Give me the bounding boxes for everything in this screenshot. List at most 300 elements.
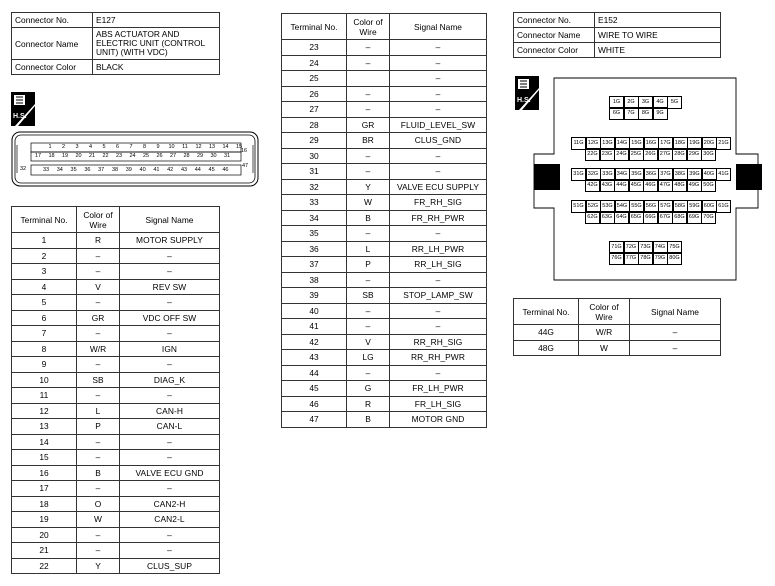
- terminal-no-cell: 5: [12, 295, 77, 311]
- connector-name-value: WIRE TO WIRE: [595, 28, 721, 43]
- connector-pin-label: 30: [210, 153, 217, 159]
- connector-pin-label: 3: [75, 144, 79, 150]
- connector-pin-label: 5G: [667, 96, 682, 109]
- terminal-no-cell: 43: [282, 350, 347, 366]
- signal-name-cell: –: [390, 303, 487, 319]
- signal-name-cell: MOTOR GND: [390, 412, 487, 428]
- wire-color-cell: –: [77, 326, 120, 342]
- table-row: [282, 257, 487, 273]
- hs-label: H.S.: [517, 97, 531, 104]
- signal-name-cell: CAN-L: [120, 419, 220, 435]
- connector-pin-label: 61G: [716, 200, 731, 213]
- table-row: [12, 512, 220, 528]
- connector-pin-label: 22G: [585, 148, 600, 161]
- wire-color-cell: –: [347, 164, 390, 180]
- wire-color-cell: –: [77, 357, 120, 373]
- label-connector-color: Connector Color: [12, 60, 93, 75]
- connector-pin-label: 5: [102, 144, 106, 150]
- connector-pin-label: 1: [48, 144, 52, 150]
- table-row: [282, 117, 487, 133]
- wire-color-cell: –: [347, 272, 390, 288]
- label-connector-name: Connector Name: [12, 28, 93, 60]
- connector-pin-label: 11G: [571, 137, 586, 150]
- connector-pin-label: 18G: [673, 137, 688, 150]
- connector-pin-label: 48G: [672, 179, 687, 192]
- connector-pin-label: 34G: [615, 168, 630, 181]
- terminal-no-cell: 15: [12, 450, 77, 466]
- terminal-no-cell: 3: [12, 264, 77, 280]
- wire-color-cell: O: [77, 496, 120, 512]
- wire-color-cell: V: [77, 279, 120, 295]
- terminal-no-cell: 46: [282, 396, 347, 412]
- table-row: [12, 233, 220, 249]
- connector-pin-label: 45G: [629, 179, 644, 192]
- table-row: [12, 496, 220, 512]
- terminal-no-cell: 30: [282, 148, 347, 164]
- connector-pin-label: 13: [208, 144, 216, 150]
- signal-name-cell: CAN2-H: [120, 496, 220, 512]
- connector-pin-label: 14: [222, 144, 229, 150]
- connector-pin-label: 15: [235, 144, 243, 150]
- signal-name-cell: CAN-H: [120, 403, 220, 419]
- wire-color-cell: –: [347, 40, 390, 56]
- connector-no-value: E152: [595, 13, 721, 28]
- table-row: [12, 295, 220, 311]
- terminal-no-cell: 33: [282, 195, 347, 211]
- connector-pin-label: 4G: [653, 96, 668, 109]
- wire-color-cell: R: [77, 233, 120, 249]
- connector-pin-label: 18: [48, 153, 55, 159]
- label-connector-color: Connector Color: [514, 43, 595, 58]
- connector-pin-label: 29: [196, 153, 204, 159]
- terminal-no-cell: 2: [12, 248, 77, 264]
- signal-name-cell: RR_RH_PWR: [390, 350, 487, 366]
- terminal-no-cell: 14: [12, 434, 77, 450]
- connector-pin-label: 45: [208, 167, 215, 173]
- signal-name-cell: –: [120, 357, 220, 373]
- wire-color-cell: –: [347, 148, 390, 164]
- connector-pin-label: 73G: [638, 241, 653, 254]
- connector-pin-label: 76G: [609, 252, 624, 265]
- table-row: [282, 241, 487, 257]
- header-terminal-no: Terminal No.: [12, 207, 77, 233]
- connector-pin-label: 27: [169, 153, 177, 159]
- connector-pin-label: 34: [56, 167, 63, 173]
- signal-name-cell: –: [120, 248, 220, 264]
- connector-pin-label: 1G: [609, 96, 624, 109]
- table-row: [282, 365, 487, 381]
- wire-color-cell: –: [77, 543, 120, 559]
- signal-name-cell: –: [120, 481, 220, 497]
- connector-pin-label: 40G: [702, 168, 717, 181]
- terminal-no-cell: 31: [282, 164, 347, 180]
- wire-color-cell: P: [77, 419, 120, 435]
- wire-color-cell: P: [347, 257, 390, 273]
- table-row: [282, 148, 487, 164]
- wire-color-cell: –: [347, 303, 390, 319]
- connector-pin-label: 40: [139, 167, 146, 173]
- table-row: [514, 325, 721, 341]
- connector-pin-label: 8G: [638, 107, 653, 120]
- connector-pin-label: 24G: [614, 148, 629, 161]
- signal-name-cell: CAN2-L: [120, 512, 220, 528]
- wire-color-cell: [347, 71, 390, 87]
- wire-color-cell: –: [77, 248, 120, 264]
- table-row: [12, 357, 220, 373]
- terminal-no-cell: 40: [282, 303, 347, 319]
- connector-pin-label: 22: [102, 153, 109, 159]
- terminal-no-cell: 35: [282, 226, 347, 242]
- signal-name-cell: FLUID_LEVEL_SW: [390, 117, 487, 133]
- terminal-no-cell: 23: [282, 40, 347, 56]
- table-row: [514, 340, 721, 356]
- connector-pin-label: 19: [61, 153, 69, 159]
- connector-pin-label: 26G: [643, 148, 658, 161]
- signal-name-cell: STOP_LAMP_SW: [390, 288, 487, 304]
- connector-pin-label: 13G: [600, 137, 615, 150]
- signal-name-cell: VDC OFF SW: [120, 310, 220, 326]
- header-color-of-wire: Color of Wire: [579, 299, 630, 325]
- connector-pin-label: 78G: [638, 252, 653, 265]
- wire-color-cell: L: [77, 403, 120, 419]
- table-row: [12, 527, 220, 543]
- signal-name-cell: FR_LH_PWR: [390, 381, 487, 397]
- wire-color-cell: W/R: [77, 341, 120, 357]
- table-row: [12, 434, 220, 450]
- connector-pin-label: 16G: [644, 137, 659, 150]
- wire-color-cell: B: [347, 210, 390, 226]
- signal-name-cell: –: [390, 86, 487, 102]
- connector-pin-label: 74G: [653, 241, 668, 254]
- signal-name-cell: MOTOR SUPPLY: [120, 233, 220, 249]
- signal-name-cell: IGN: [120, 341, 220, 357]
- wire-color-cell: –: [77, 264, 120, 280]
- connector-pin-label: 35: [70, 167, 77, 173]
- terminal-no-cell: 13: [12, 419, 77, 435]
- connector-pin-label: 68G: [672, 211, 687, 224]
- connector-pin-label: 31: [223, 153, 231, 159]
- signal-name-cell: –: [120, 527, 220, 543]
- signal-name-cell: –: [120, 450, 220, 466]
- connector-pin-label: 44: [194, 167, 201, 173]
- connector-pin-label: 56G: [644, 200, 659, 213]
- terminal-no-cell: 12: [12, 403, 77, 419]
- table-row: [282, 396, 487, 412]
- table-row: [282, 350, 487, 366]
- table-row: [12, 543, 220, 559]
- signal-name-cell: REV SW: [120, 279, 220, 295]
- signal-name-cell: VALVE ECU GND: [120, 465, 220, 481]
- table-row: [12, 403, 220, 419]
- connector-pin-label: 27G: [658, 148, 673, 161]
- wire-color-cell: G: [347, 381, 390, 397]
- terminal-no-cell: 19: [12, 512, 77, 528]
- wire-color-cell: V: [347, 334, 390, 350]
- wire-color-cell: W: [347, 195, 390, 211]
- table-row: [282, 133, 487, 149]
- terminal-no-cell: 9: [12, 357, 77, 373]
- connector-pin-label: 28G: [672, 148, 687, 161]
- connector-pin-label: 17G: [658, 137, 673, 150]
- table-row: [282, 272, 487, 288]
- connector-pin-label: 54G: [615, 200, 630, 213]
- e127-terminal-table-left: [11, 206, 220, 574]
- terminal-no-cell: 17: [12, 481, 77, 497]
- wire-color-cell: –: [77, 388, 120, 404]
- connector-pin-label: 50G: [701, 179, 716, 192]
- table-row: [282, 334, 487, 350]
- connector-pin-label: 32: [19, 166, 27, 172]
- table-row: [12, 248, 220, 264]
- connector-pin-label: 12: [195, 144, 202, 150]
- connector-pin-label: 43G: [600, 179, 615, 192]
- connector-pin-label: 41: [153, 167, 160, 173]
- table-row: [282, 40, 487, 56]
- connector-pin-label: 21G: [716, 137, 731, 150]
- table-row: [12, 388, 220, 404]
- signal-name-cell: DIAG_K: [120, 372, 220, 388]
- connector-pin-label: 43: [180, 167, 188, 173]
- connector-pin-label: 53G: [600, 200, 615, 213]
- wire-color-cell: R: [347, 396, 390, 412]
- wire-color-cell: –: [347, 102, 390, 118]
- connector-pin-label: 35G: [629, 168, 644, 181]
- table-row: [12, 372, 220, 388]
- wire-color-cell: GR: [77, 310, 120, 326]
- signal-name-cell: –: [390, 164, 487, 180]
- wire-color-cell: Y: [77, 558, 120, 574]
- label-connector-no: Connector No.: [12, 13, 93, 28]
- connector-pin-label: 12G: [586, 137, 601, 150]
- terminal-no-cell: 21: [12, 543, 77, 559]
- connector-pin-label: 31G: [571, 168, 586, 181]
- connector-pin-label: 66G: [643, 211, 658, 224]
- connector-pin-label: 24: [129, 153, 136, 159]
- connector-pin-label: 6G: [609, 107, 624, 120]
- terminal-no-cell: 25: [282, 71, 347, 87]
- connector-pin-label: 17: [34, 153, 42, 159]
- terminal-no-cell: 16: [12, 465, 77, 481]
- terminal-no-cell: 1: [12, 233, 77, 249]
- terminal-no-cell: 8: [12, 341, 77, 357]
- table-row: [282, 55, 487, 71]
- connector-pin-label: 7G: [624, 107, 639, 120]
- table-row: [282, 195, 487, 211]
- terminal-no-cell: 6: [12, 310, 77, 326]
- signal-name-cell: –: [120, 264, 220, 280]
- connector-pin-label: 8: [142, 144, 147, 150]
- connector-pin-label: 32G: [586, 168, 601, 181]
- connector-pin-label: 71G: [609, 241, 624, 254]
- signal-name-cell: –: [630, 325, 721, 341]
- table-row: [282, 226, 487, 242]
- table-row: [12, 558, 220, 574]
- connector-pin-label: 49G: [687, 179, 702, 192]
- connector-pin-label: 51G: [571, 200, 586, 213]
- table-row: [282, 210, 487, 226]
- connector-pin-label: 3G: [638, 96, 653, 109]
- connector-pin-label: 2: [61, 144, 66, 150]
- wire-color-cell: Y: [347, 179, 390, 195]
- signal-name-cell: CLUS_GND: [390, 133, 487, 149]
- connector-pin-label: 37G: [658, 168, 673, 181]
- connector-pin-label: 79G: [653, 252, 668, 265]
- e152-info-table: [513, 12, 721, 58]
- signal-name-cell: –: [630, 340, 721, 356]
- connector-pin-label: 52G: [586, 200, 601, 213]
- connector-pin-label: 33: [42, 167, 50, 173]
- table-row: [12, 341, 220, 357]
- wire-color-cell: LG: [347, 350, 390, 366]
- terminal-no-cell: 24: [282, 55, 347, 71]
- terminal-no-cell: 48G: [514, 340, 579, 356]
- connector-color-value: BLACK: [93, 60, 220, 75]
- table-row: [282, 86, 487, 102]
- table-row: [12, 264, 220, 280]
- header-signal-name: Signal Name: [120, 207, 220, 233]
- connector-name-value: ABS ACTUATOR AND ELECTRIC UNIT (CONTROL UNIT) (WITH VDC): [93, 28, 220, 60]
- connector-pin-label: 63G: [600, 211, 615, 224]
- connector-pin-label: 58G: [673, 200, 688, 213]
- connector-pin-label: 9: [156, 144, 160, 150]
- terminal-no-cell: 10: [12, 372, 77, 388]
- terminal-no-cell: 29: [282, 133, 347, 149]
- terminal-no-cell: 39: [282, 288, 347, 304]
- connector-pin-label: 21: [88, 153, 96, 159]
- table-row: [282, 381, 487, 397]
- terminal-no-cell: 11: [12, 388, 77, 404]
- connector-pin-label: 64G: [614, 211, 629, 224]
- connector-pin-label: 72G: [624, 241, 639, 254]
- wire-color-cell: –: [347, 319, 390, 335]
- connector-pin-label: 39G: [687, 168, 702, 181]
- e152-terminal-table: [513, 298, 721, 356]
- wire-color-cell: –: [77, 527, 120, 543]
- connector-pin-label: 42: [167, 167, 174, 173]
- signal-name-cell: –: [390, 40, 487, 56]
- connector-pin-label: 42G: [585, 179, 600, 192]
- connector-pin-label: 46G: [643, 179, 658, 192]
- wire-color-cell: –: [347, 365, 390, 381]
- header-color-of-wire: Color of Wire: [347, 14, 390, 40]
- signal-name-cell: FR_RH_PWR: [390, 210, 487, 226]
- table-row: [12, 450, 220, 466]
- table-row: [282, 164, 487, 180]
- connector-pin-label: 75G: [667, 241, 682, 254]
- connector-pin-label: 47G: [658, 179, 673, 192]
- terminal-no-cell: 38: [282, 272, 347, 288]
- hs-label: H.S.: [13, 113, 27, 120]
- connector-pin-label: 44G: [614, 179, 629, 192]
- table-row: [12, 326, 220, 342]
- connector-pin-label: 23G: [600, 148, 615, 161]
- table-row: [282, 102, 487, 118]
- terminal-no-cell: 45: [282, 381, 347, 397]
- table-row: [12, 279, 220, 295]
- wire-color-cell: –: [77, 295, 120, 311]
- wire-color-cell: B: [347, 412, 390, 428]
- connector-pin-label: 60G: [702, 200, 717, 213]
- connector-pin-label: 9G: [653, 107, 668, 120]
- table-row: [12, 419, 220, 435]
- signal-name-cell: –: [120, 295, 220, 311]
- wire-color-cell: BR: [347, 133, 390, 149]
- wire-color-cell: L: [347, 241, 390, 257]
- wire-color-cell: SB: [77, 372, 120, 388]
- connector-pin-label: 57G: [658, 200, 673, 213]
- header-signal-name: Signal Name: [390, 14, 487, 40]
- table-row: [282, 179, 487, 195]
- signal-name-cell: –: [390, 55, 487, 71]
- signal-name-cell: –: [390, 365, 487, 381]
- terminal-no-cell: 27: [282, 102, 347, 118]
- terminal-no-cell: 34: [282, 210, 347, 226]
- signal-name-cell: –: [390, 148, 487, 164]
- table-row: [282, 288, 487, 304]
- connector-pin-label: 23: [115, 153, 123, 159]
- connector-pin-label: 28: [183, 153, 190, 159]
- terminal-no-cell: 22: [12, 558, 77, 574]
- connector-pin-label: 29G: [687, 148, 702, 161]
- connector-pin-label: 36: [84, 167, 91, 173]
- wire-color-cell: –: [347, 226, 390, 242]
- connector-pin-label: 26: [156, 153, 163, 159]
- connector-pin-label: 65G: [629, 211, 644, 224]
- connector-pin-label: 38: [111, 167, 119, 173]
- terminal-no-cell: 7: [12, 326, 77, 342]
- connector-pin-label: 30G: [701, 148, 716, 161]
- header-terminal-no: Terminal No.: [282, 14, 347, 40]
- connector-pin-label: 59G: [687, 200, 702, 213]
- terminal-no-cell: 41: [282, 319, 347, 335]
- connector-pin-label: 10: [168, 144, 175, 150]
- terminal-no-cell: 18: [12, 496, 77, 512]
- table-row: [12, 465, 220, 481]
- wire-color-cell: B: [77, 465, 120, 481]
- connector-pin-label: 80G: [667, 252, 682, 265]
- label-connector-no: Connector No.: [514, 13, 595, 28]
- wire-color-cell: –: [347, 86, 390, 102]
- signal-name-cell: RR_RH_SIG: [390, 334, 487, 350]
- terminal-no-cell: 42: [282, 334, 347, 350]
- wire-color-cell: –: [77, 450, 120, 466]
- terminal-no-cell: 26: [282, 86, 347, 102]
- signal-name-cell: –: [390, 102, 487, 118]
- terminal-no-cell: 44G: [514, 325, 579, 341]
- label-connector-name: Connector Name: [514, 28, 595, 43]
- table-row: [12, 310, 220, 326]
- wire-color-cell: W/R: [579, 325, 630, 341]
- wire-color-cell: –: [77, 481, 120, 497]
- signal-name-cell: –: [120, 543, 220, 559]
- e127-info-table: [11, 12, 220, 75]
- terminal-no-cell: 32: [282, 179, 347, 195]
- connector-pin-label: 14G: [615, 137, 630, 150]
- signal-name-cell: FR_RH_SIG: [390, 195, 487, 211]
- terminal-no-cell: 37: [282, 257, 347, 273]
- wire-color-cell: –: [347, 55, 390, 71]
- table-row: [282, 71, 487, 87]
- wire-color-cell: SB: [347, 288, 390, 304]
- signal-name-cell: –: [120, 388, 220, 404]
- signal-name-cell: –: [390, 226, 487, 242]
- connector-pin-label: 62G: [585, 211, 600, 224]
- signal-name-cell: –: [390, 319, 487, 335]
- signal-name-cell: –: [390, 71, 487, 87]
- connector-pin-label: 46: [222, 167, 229, 173]
- terminal-no-cell: 47: [282, 412, 347, 428]
- table-row: [282, 412, 487, 428]
